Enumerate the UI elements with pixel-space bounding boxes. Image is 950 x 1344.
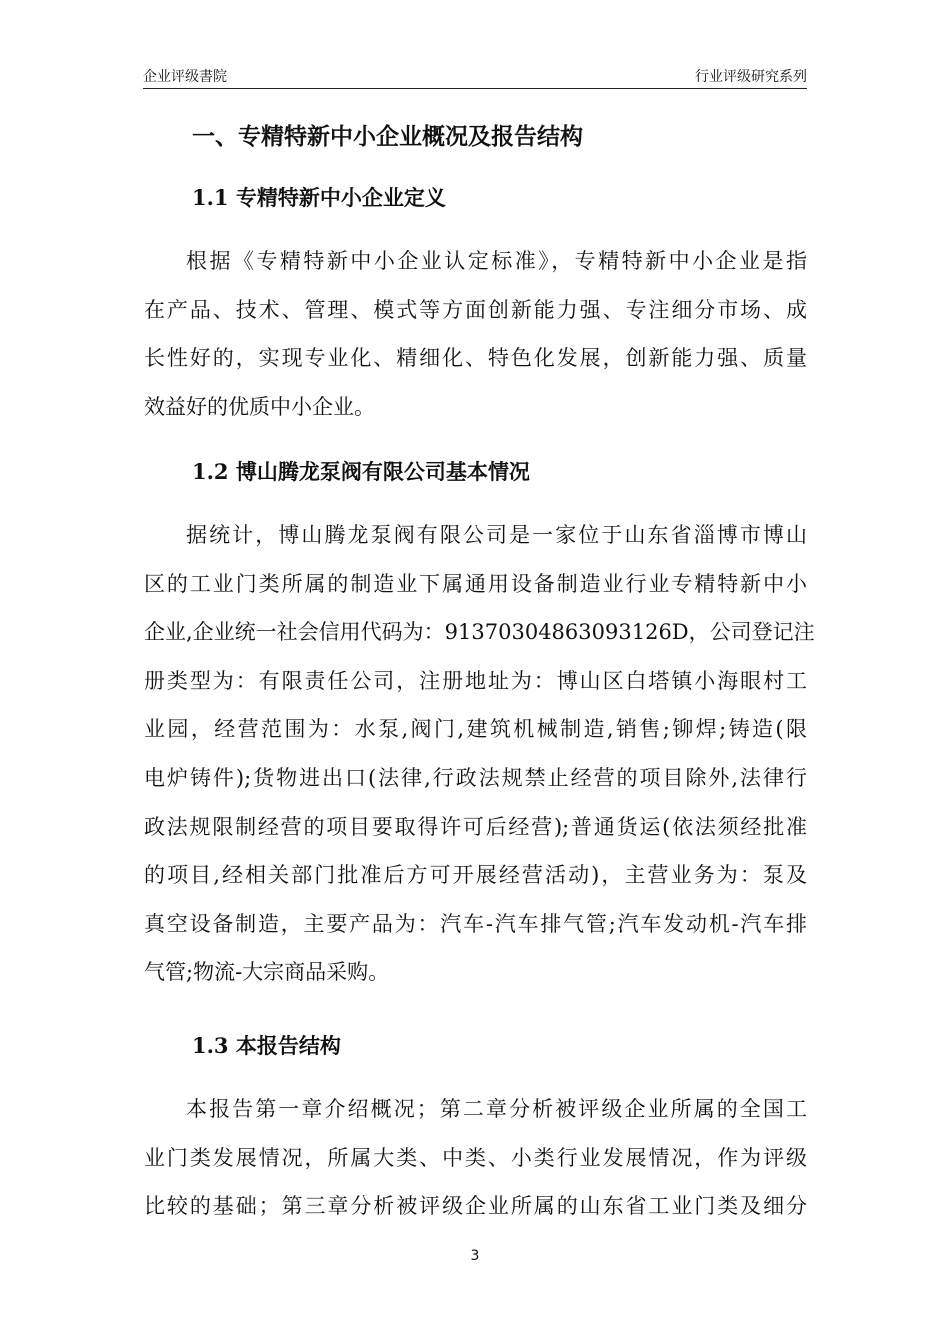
paragraph-line: 业园，经营范围为：水泵,阀门,建筑机械制造,销售;铆焊;铸造(限 — [144, 717, 807, 742]
header-right-text: 行业评级研究系列 — [695, 69, 807, 85]
paragraph-line: 电炉铸件);货物进出口(法律,行政法规禁止经营的项目除外,法律行 — [144, 765, 807, 790]
section-title: 一、专精特新中小企业概况及报告结构 — [192, 123, 583, 150]
subsection-title-1-1: 1.1 专精特新中小企业定义 — [192, 185, 446, 210]
paragraph-line: 册类型为：有限责任公司，注册地址为：博山区白塔镇小海眼村工 — [144, 668, 807, 693]
page-number: 3 — [470, 1248, 480, 1264]
paragraph-line: 气管;物流-大宗商品采购。 — [144, 960, 390, 985]
paragraph-line: 据统计，博山腾龙泵阀有限公司是一家位于山东省淄博市博山 — [186, 523, 807, 547]
paragraph-line: 业门类发展情况，所属大类、中类、小类行业发展情况，作为评级 — [144, 1145, 807, 1170]
paragraph-line: 本报告第一章介绍概况；第二章分析被评级企业所属的全国工 — [186, 1097, 807, 1121]
paragraph-line: 的项目,经相关部门批准后方可开展经营活动)，主营业务为：泵及 — [144, 863, 807, 888]
paragraph-line: 真空设备制造，主要产品为：汽车-汽车排气管;汽车发动机-汽车排 — [144, 911, 807, 936]
paragraph-line: 区的工业门类所属的制造业下属通用设备制造业行业专精特新中小 — [144, 571, 807, 596]
paragraph-line: 企业,企业统一社会信用代码为：91370304863093126D，公司登记注 — [144, 620, 815, 645]
page-header — [143, 66, 807, 89]
paragraph-line: 根据《专精特新中小企业认定标准》，专精特新中小企业是指 — [186, 249, 807, 273]
subsection-title-1-2: 1.2 博山腾龙泵阀有限公司基本情况 — [192, 459, 530, 484]
paragraph-company-info — [144, 511, 815, 997]
paragraph-report-structure — [144, 1085, 807, 1231]
header-left-text: 企业评级書院 — [143, 69, 227, 85]
paragraph-line: 在产品、技术、管理、模式等方面创新能力强、专注细分市场、成 — [144, 297, 807, 322]
paragraph-line: 效益好的优质中小企业。 — [144, 394, 375, 419]
paragraph-line: 长性好的，实现专业化、精细化、特色化发展，创新能力强、质量 — [144, 346, 807, 371]
paragraph-line: 比较的基础；第三章分析被评级企业所属的山东省工业门类及细分 — [144, 1194, 807, 1219]
subsection-title-1-3: 1.3 本报告结构 — [192, 1033, 341, 1058]
paragraph-line: 政法规限制经营的项目要取得许可后经营);普通货运(依法须经批准 — [144, 814, 807, 839]
paragraph-definition — [144, 237, 807, 431]
